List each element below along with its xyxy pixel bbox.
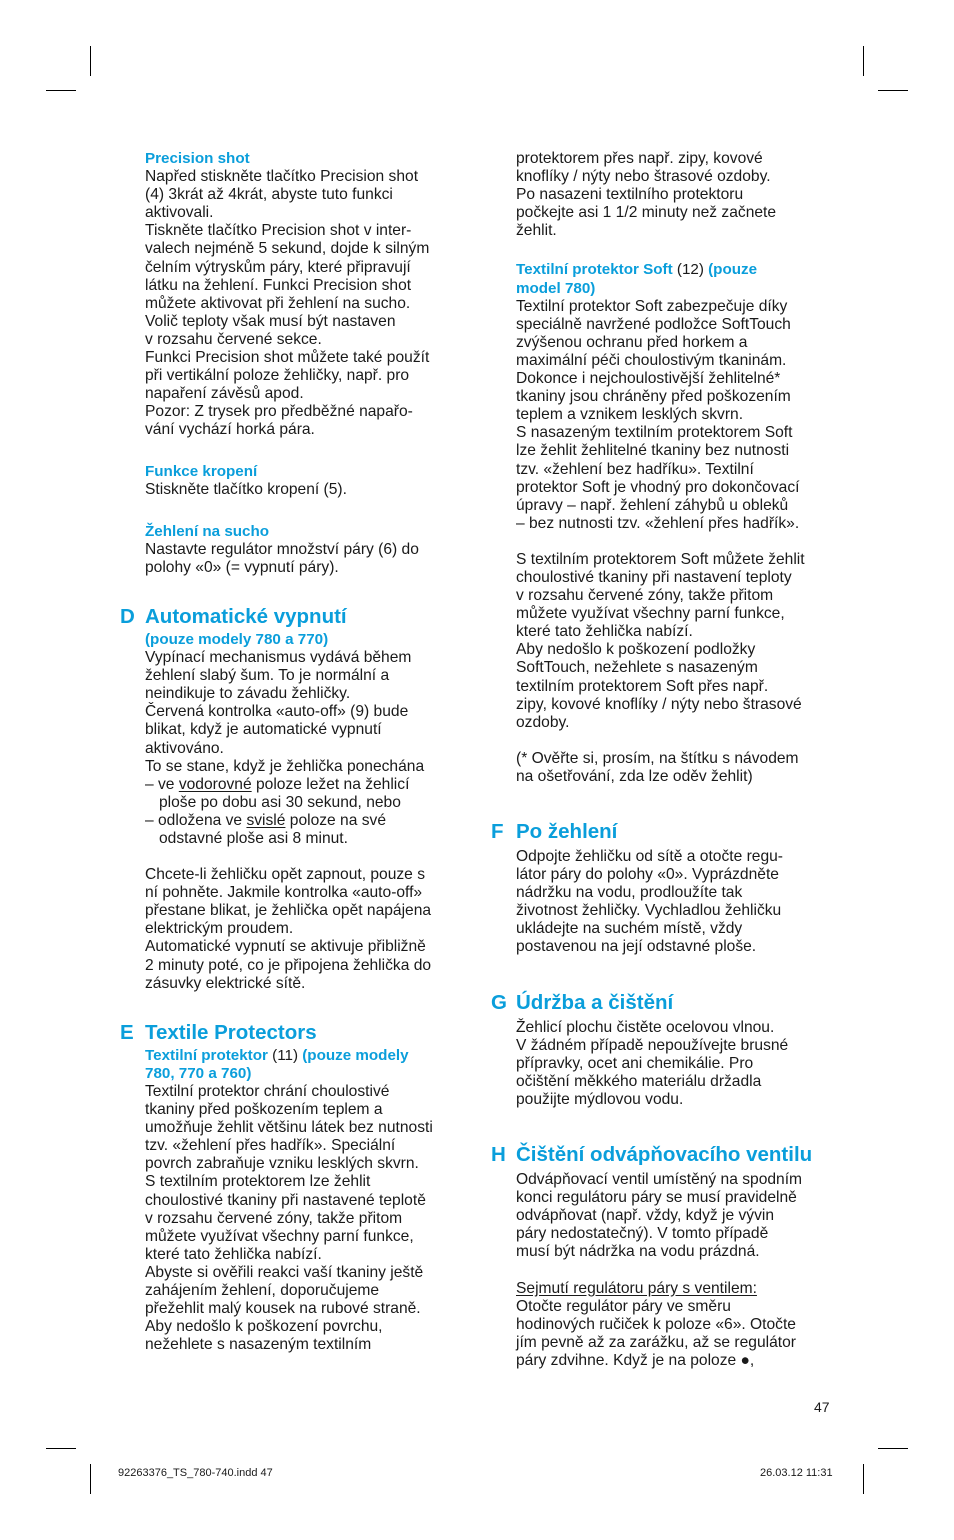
crop-mark [90, 1464, 91, 1494]
text-line: S nasazeným textilním protektorem Soft [516, 424, 793, 442]
text-line: To se stane, když je žehlička ponechána [145, 757, 425, 775]
text-line: v rozsahu červené zóny, takže přitom [516, 587, 774, 605]
crop-mark [863, 1464, 864, 1494]
textile-soft-heading: Textilní protektor Soft (12) (pouze model 780) [516, 261, 758, 297]
footer-file: 92263376_TS_780-740.indd 47 [118, 1467, 273, 1479]
text-line: nádržku na vodu, prodloužíte tak [516, 884, 743, 902]
section-title: Údržba a čištění [516, 990, 674, 1014]
text-line: zásuvky elektrické sítě. [145, 974, 306, 992]
section-title: Čištění odvápňovacího ventilu [516, 1143, 813, 1167]
text-line: látku na žehlení. Funkci Precision shot [145, 276, 412, 294]
text-line: valech nejméně 5 sekund, dojde k silným [145, 240, 430, 258]
text-line: které tato žehlička nabízí. [145, 1245, 322, 1263]
text-line: jím pevně až za zarážku, až se regulátor [516, 1333, 796, 1351]
text-line: můžete využívat všechny parní funkce, [516, 605, 785, 623]
precision-shot-heading: Precision shot [145, 150, 250, 167]
crop-mark [46, 1448, 76, 1449]
section-letter: D [120, 604, 135, 628]
section-title: Textile Protectors [145, 1020, 317, 1044]
text-line: v rozsahu červené sekce. [145, 330, 322, 348]
text-line: tkaniny před poškozením teplem a [145, 1101, 383, 1119]
text-line: neindikuje to závadu žehličky. [145, 685, 351, 703]
text-line: vání vychází horká pára. [145, 421, 315, 439]
text-line: životnost žehličky. Vychladlou žehličku [516, 902, 782, 920]
text-line: které tato žehlička nabízí. [516, 623, 693, 641]
right-column [491, 150, 841, 1370]
text-line: tzv. «žehlení bez hadříku». Textilní [516, 460, 754, 478]
section-d-subtitle: (pouze modely 780 a 770) [145, 630, 329, 648]
text-line: Žehlicí plochu čistěte ocelovou vlnou. [516, 1018, 775, 1036]
text-line: teplem a vznikem lesklých skvrn. [516, 406, 744, 424]
list-item: – odložena ve svislé poloze na své odstavné ploše asi 8 minut. [145, 811, 386, 847]
text-line: V žádném případě nepoužívejte brusné [516, 1036, 789, 1054]
text-line: choulostivé tkaniny při nastavení teploty [516, 568, 792, 586]
crop-mark [878, 1448, 908, 1449]
text-line: S textilním protektorem lze žehlit [145, 1173, 371, 1191]
text-line: přípravky, ocet ani chemikálie. Pro [516, 1054, 754, 1072]
text-line: knoflíky / nýty nebo štrasové ozdoby. [516, 168, 771, 186]
text-line: Chcete-li žehličku opět zapnout, pouze s [145, 866, 425, 884]
left-column [120, 150, 470, 1354]
text-line: tkaniny jsou chráněny před poškozením [516, 388, 791, 406]
text-line: páry nedostatečný). V tomto případě [516, 1225, 769, 1243]
list-item: – ve vodorovné poloze ležet na žehlicí ploše po dobu asi 30 sekund, nebo [145, 775, 410, 811]
section-h-heading [491, 1143, 841, 1167]
text-line: maximální péči choulostivým tkaninám. [516, 351, 787, 369]
text-line: protektor Soft je vhodný pro dokončovací [516, 478, 800, 496]
text-line: žehlení slabý šum. To je normální a [145, 667, 390, 685]
text-line: speciálně navržené podložce SoftTouch [516, 315, 791, 333]
text-line: Pozor: Z trysek pro předběžné napařo- [145, 403, 413, 421]
text-line: při vertikální poloze žehličky, např. pro [145, 367, 410, 385]
text-line: Textilní protektor chrání choulostivé [145, 1082, 390, 1100]
text-line: protektorem přes např. zipy, kovové [516, 150, 763, 167]
crop-mark [878, 90, 908, 91]
text-line: Textilní protektor Soft zabezpečuje díky [516, 297, 788, 315]
valve-removal-heading: Sejmutí regulátoru páry s ventilem: [516, 1279, 757, 1297]
text-line: žehlit. [516, 222, 557, 240]
text-line: očištění měkkého materiálu držadla [516, 1072, 762, 1090]
section-g-heading [491, 990, 841, 1015]
text-line: konci regulátoru páry se musí pravidelně [516, 1189, 797, 1207]
text-line: můžete využívat všechny parní funkce, [145, 1227, 414, 1245]
text-line: počkejte asi 1 1/2 minuty než začnete [516, 204, 777, 222]
dry-ironing-heading: Žehlení na sucho [145, 522, 270, 540]
text-line: Červená kontrolka «auto-off» (9) bude [145, 703, 409, 721]
text-line: elektrickým proudem. [145, 920, 294, 938]
text-line: čelním výtryskům páry, které připravují [145, 258, 411, 276]
text-line: – bez nutnosti tzv. «žehlení přes hadřík». [516, 514, 800, 532]
text-line: ukládejte na suchém místě, vždy [516, 920, 743, 938]
section-e-heading [120, 1020, 470, 1045]
text-line: blikat, když je automatické vypnutí [145, 721, 382, 739]
text-line: choulostivé tkaniny při nastavené teplotě [145, 1191, 426, 1209]
section-title: Automatické vypnutí [145, 604, 347, 628]
text-line: úpravy – např. žehlení záhybů u obleků [516, 496, 789, 514]
text-line: přestane blikat, je žehlička opět napájena [145, 902, 432, 920]
text-line: 2 minuty poté, co je připojena žehlička do [145, 956, 432, 974]
text-line: Po nasazeni textilního protektoru [516, 186, 744, 204]
section-title: Po žehlení [516, 820, 618, 843]
text-line: Abyste si ověřili reakci vaší tkaniny ještě [145, 1263, 424, 1281]
text-line: S textilním protektorem Soft můžete žehlit [516, 550, 805, 568]
text-line: aktivovali. [145, 204, 214, 222]
text-line: v rozsahu červené zóny, takže přitom [145, 1209, 403, 1227]
footer-date: 26.03.12 11:31 [760, 1467, 833, 1479]
text-line: použijte mýdlovou vodu. [516, 1090, 684, 1108]
text-line: Volič teploty však musí být nastaven [145, 312, 396, 330]
text-line: látor páry do polohy «0». Vyprázdněte [516, 866, 779, 884]
page-number: 47 [814, 1399, 830, 1415]
text-line: Nastavte regulátor množství páry (6) do [145, 540, 419, 558]
text-line: SoftTouch, nežehlete s nasazeným [516, 659, 758, 677]
text-line: nežehlete s nasazeným textilním [145, 1336, 372, 1354]
spray-heading: Funkce kropení [145, 462, 258, 480]
text-line: Napřed stiskněte tlačítko Precision shot [145, 168, 419, 186]
text-line: tzv. «žehlení přes hadřík». Speciální [145, 1137, 396, 1155]
section-e-subtitle: Textilní protektor (11) (pouze modely 780, 770 a 760) [145, 1046, 409, 1082]
text-line: musí být nádržka na vodu prázdná. [516, 1243, 760, 1261]
crop-mark [863, 46, 864, 76]
text-line: páry zdvihne. Když je na poloze ●, [516, 1351, 755, 1369]
text-line: postavenou na její odstavné ploše. [516, 938, 757, 956]
text-line: ní pohněte. Jakmile kontrolka «auto-off» [145, 884, 423, 902]
section-letter: F [491, 820, 504, 843]
text-line: polohy «0» (= vypnutí páry). [145, 558, 339, 576]
text-line: Aby nedošlo k poškození podložky [516, 641, 756, 659]
text-line: zipy, kovové knoflíky / nýty nebo štrasové [516, 695, 802, 713]
text-line: Otočte regulátor páry ve směru [516, 1297, 731, 1315]
text-line: zahájením žehlení, doporučujeme [145, 1281, 380, 1299]
text-line: Funkci Precision shot můžete také použít [145, 349, 430, 367]
text-line: přežehlit malý kousek na rubové straně. [145, 1300, 421, 1318]
text-line: textilním protektorem Soft přes např. [516, 677, 769, 695]
text-line: aktivováno. [145, 739, 224, 757]
crop-mark [90, 46, 91, 76]
text-line: Tiskněte tlačítko Precision shot v inter- [145, 222, 412, 240]
text-line: Stiskněte tlačítko kropení (5). [145, 480, 347, 498]
text-line: hodinových ručiček k poloze «6». Otočte [516, 1315, 796, 1333]
text-line: na ošetřování, zda lze oděv žehlit) [516, 767, 753, 785]
text-line: ozdoby. [516, 713, 570, 731]
text-line: odvápňovat (např. vždy, když je vývin [516, 1207, 774, 1225]
text-line: zvýšenou ochranu před horkem a [516, 333, 748, 351]
text-line: napaření závěsů apod. [145, 385, 304, 403]
text-line: Vypínací mechanismus vydává během [145, 649, 412, 667]
text-line: povrch zabraňuje vzniku lesklých skvrn. [145, 1155, 419, 1173]
text-line: (4) 3krát až 4krát, abyste tuto funkci [145, 186, 393, 204]
section-f-heading [491, 820, 841, 844]
text-line: Odvápňovací ventil umístěný na spodním [516, 1171, 803, 1189]
section-letter: H [491, 1143, 506, 1167]
section-letter: G [491, 990, 507, 1014]
text-line: umožňuje žehlit většinu látek bez nutnosti [145, 1119, 433, 1137]
section-d-heading [120, 604, 470, 629]
text-line: Odpojte žehličku od sítě a otočte regu- [516, 848, 783, 865]
crop-mark [46, 90, 76, 91]
text-line: můžete aktivovat při žehlení na sucho. [145, 294, 411, 312]
text-line: Dokonce i nejchoulostivější žehlitelné* [516, 370, 781, 388]
text-line: lze žehlit žehlitelné tkaniny bez nutnosti [516, 442, 790, 460]
text-line: Aby nedošlo k poškození povrchu, [145, 1318, 383, 1336]
section-letter: E [120, 1020, 134, 1044]
text-line: Automatické vypnutí se aktivuje přibližně [145, 938, 426, 956]
text-line: (* Ověřte si, prosím, na štítku s návodem [516, 749, 799, 767]
